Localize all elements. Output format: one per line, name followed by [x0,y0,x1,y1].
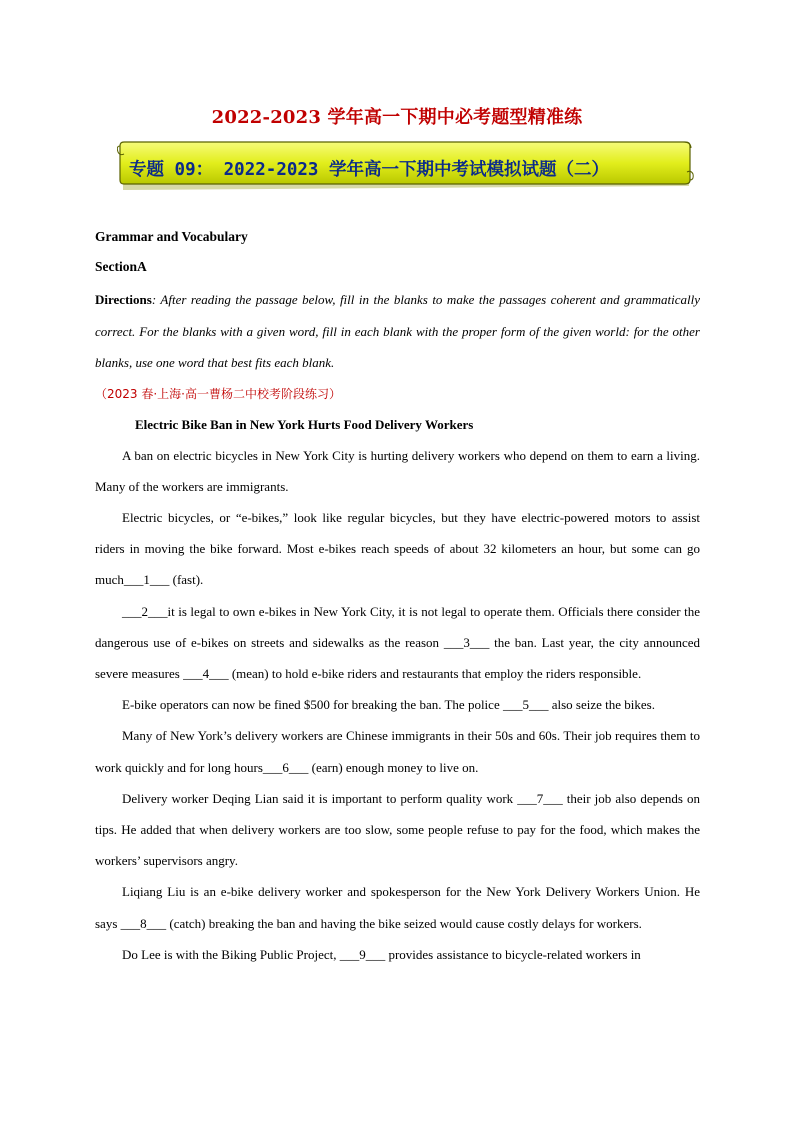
topic-banner [117,140,695,190]
source-citation: （2023 春·上海·高一曹杨二中校考阶段练习） [95,386,341,401]
article-title: Electric Bike Ban in New York Hurts Food Delivery Workers [135,416,474,432]
article-paragraph: Many of New York’s delivery workers are Chinese immigrants in their 50s and 60s. Their job requires them to work quickly and for long hours___6___ (earn) enough money to live on. [95,728,700,775]
banner-title: 专题 09： 2022-2023 学年高一下期中考试模拟试题（二） [129,160,610,180]
content-body [95,224,700,970]
article-paragraph: Delivery worker Deqing Lian said it is important to perform quality work ___7___ their job also depends on tips. He added that when delivery workers are too slow, some people refuse to pay for the food, which makes the workers’ supervisors angry. [95,790,700,869]
article-paragraph: ___2___it is legal to own e-bikes in New York City, it is not legal to operate them. Officials there consider the dangerous use of e-bikes on streets and sidewalks as the reason ___3___ the ban. Last year, the city announced severe measures ___4___ (mean) to hold e-bike riders and restaurants that employ the riders responsible. [95,603,700,681]
article-paragraph: E-bike operators can now be fined $500 for breaking the ban. The police ___5___ also seize the bikes. [122,697,655,713]
directions-label: Directions [95,292,152,307]
directions [95,284,700,379]
page-title: 2022-2023 学年高一下期中必考题型精准练 [211,107,583,128]
article-paragraph: Do Lee is with the Biking Public Project, ___9___ provides assistance to bicycle-related workers in [122,946,641,962]
article-paragraph: Liqiang Liu is an e-bike delivery worker and spokesperson for the New York Delivery Workers Union. He says ___8___ (catch) breaking the ban and having the bike seized would cause costly delays for workers. [95,884,700,931]
article-paragraph: Electric bicycles, or “e-bikes,” look like regular bicycles, but they have electric-powered motors to assist riders in moving the bike forward. Most e-bikes reach speeds of about 32 kilometers an hour, but some can go much___1___ (fast). [95,509,700,588]
section-heading: Grammar and Vocabulary [95,229,248,244]
section-subheading: SectionA [95,259,147,274]
directions-text: : After reading the passage below, fill in the blanks to make the passages coherent and grammatically correct. For the blanks with a given word, fill in each blank with the proper form of the given world: for the other blanks, use one word that best fits each blank. [95,292,700,370]
article-paragraph: A ban on electric bicycles in New York City is hurting delivery workers who depend on them to earn a living. Many of the workers are immigrants. [95,447,700,494]
